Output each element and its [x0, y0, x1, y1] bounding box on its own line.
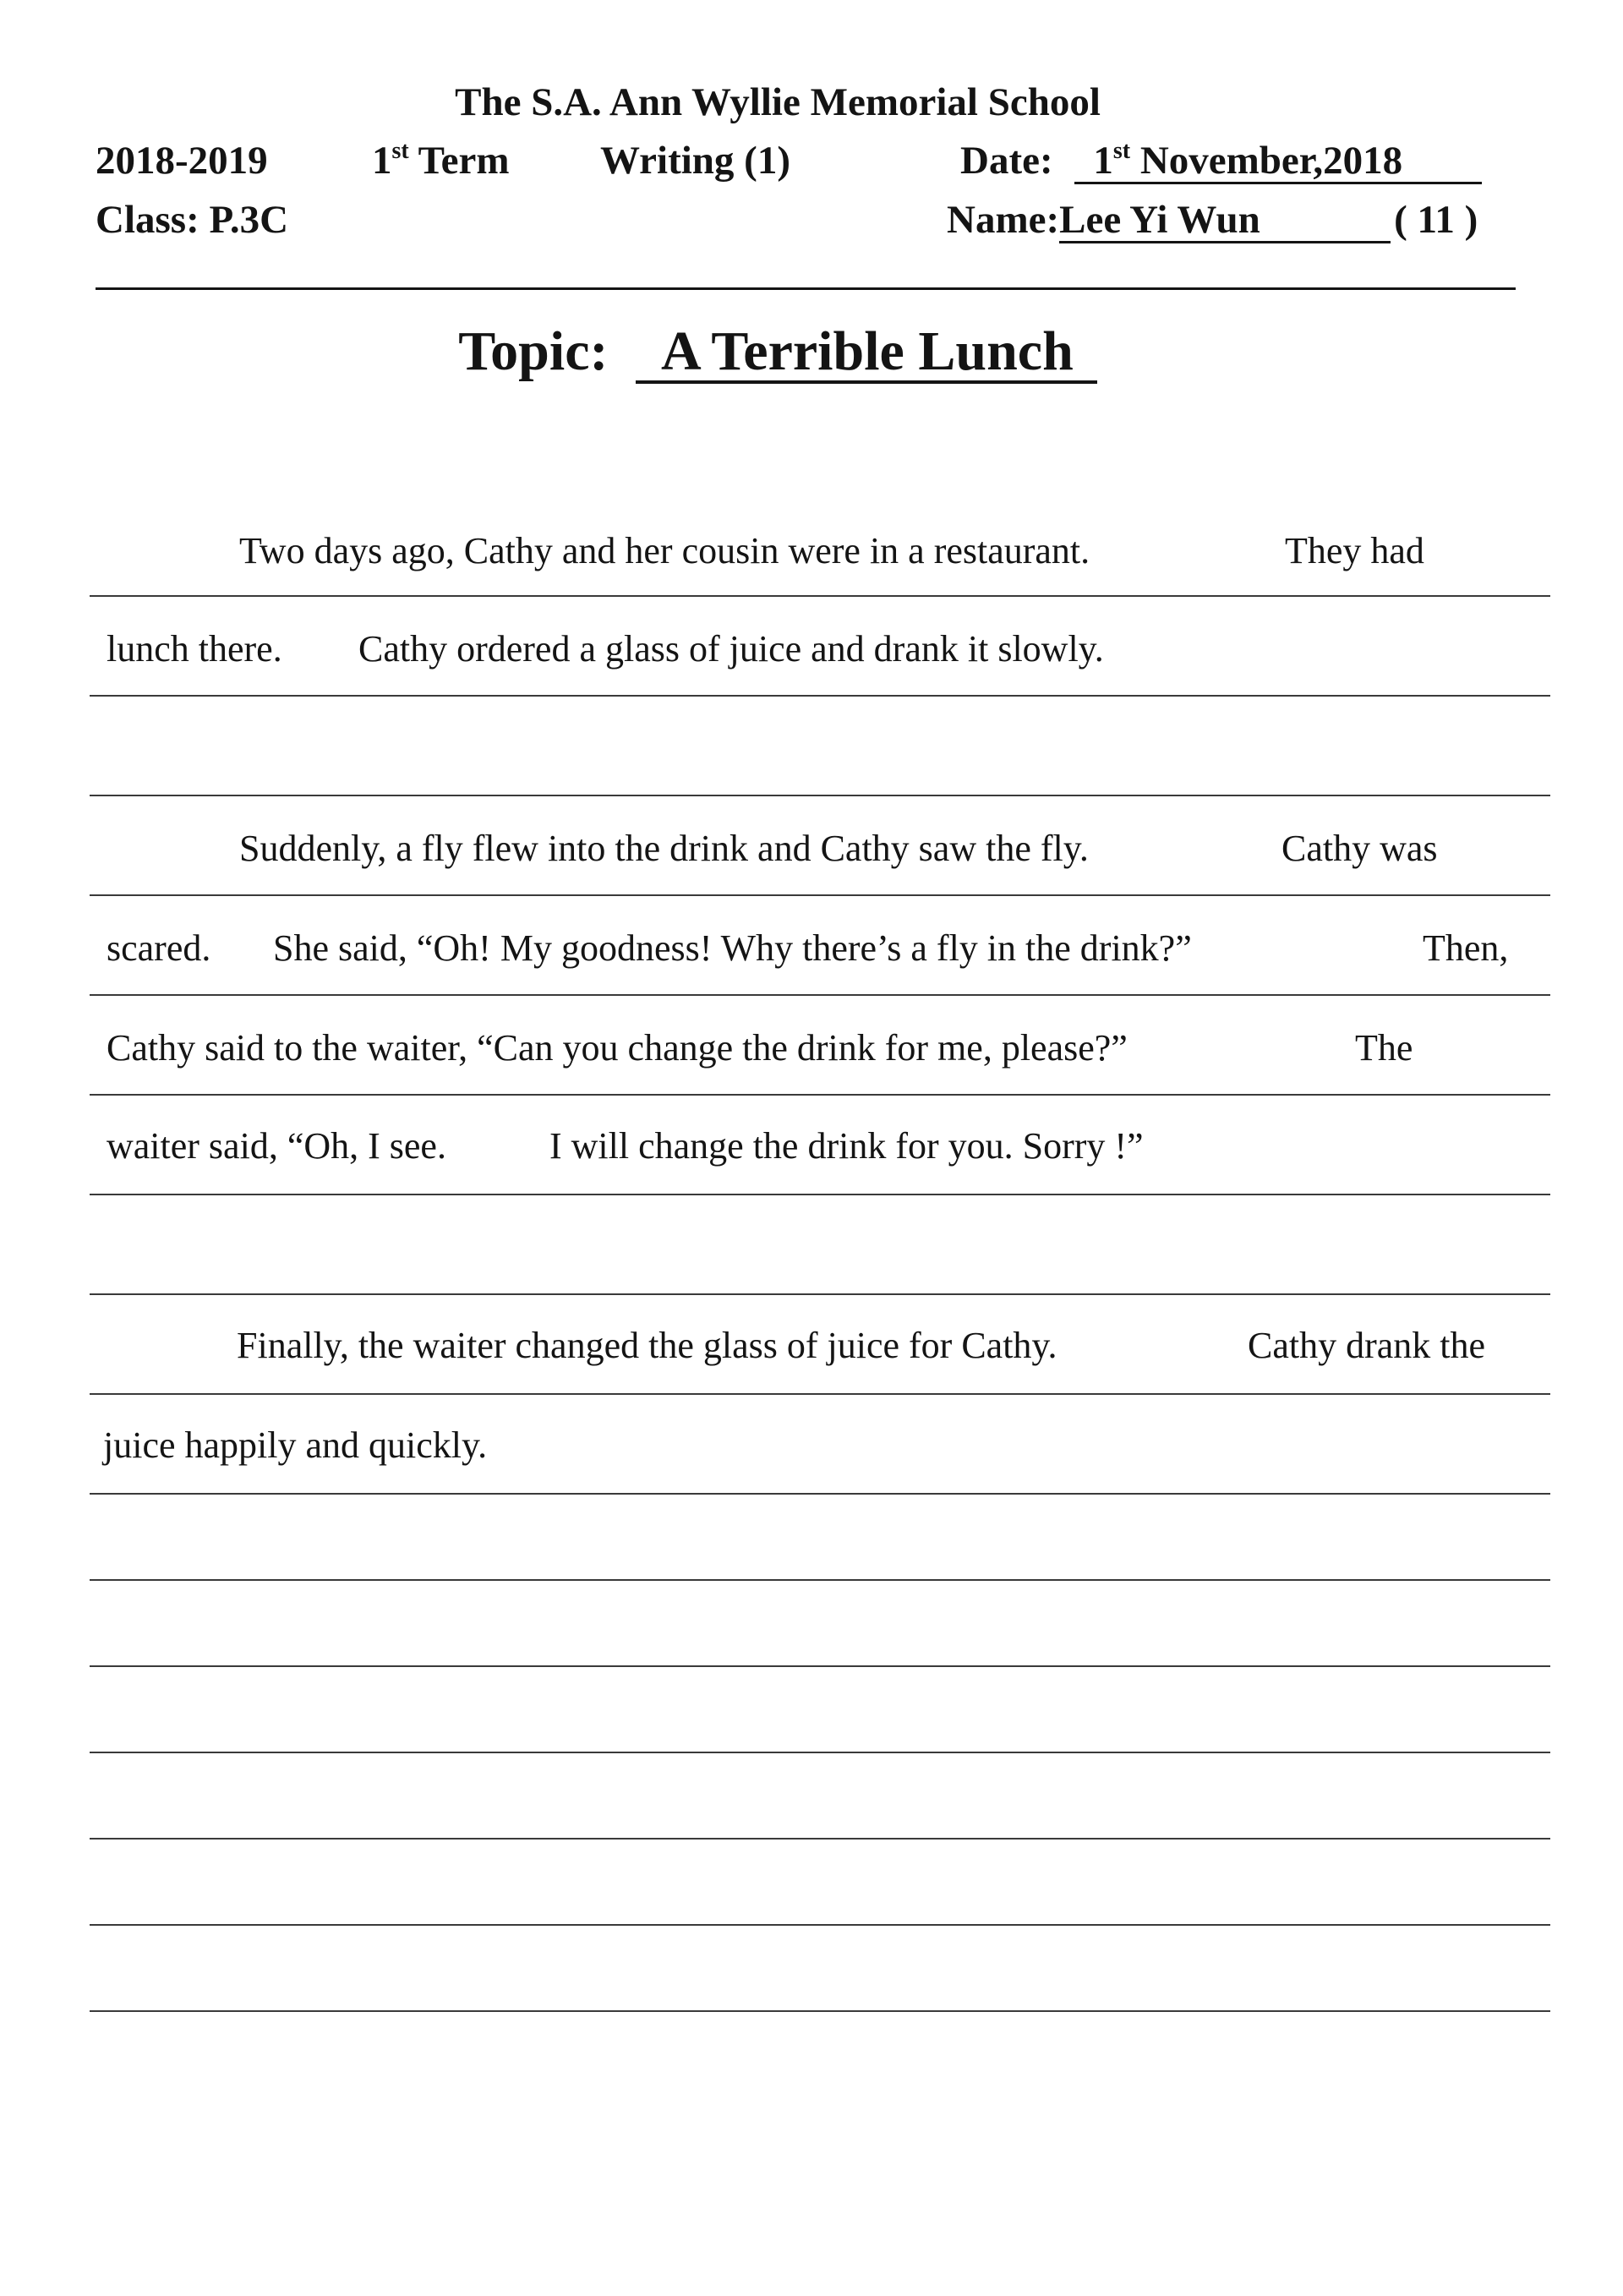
writing-line [90, 1393, 1550, 1395]
writing-line [90, 595, 1550, 597]
topic-label: Topic: [458, 320, 609, 382]
composition-text: Then, [1423, 927, 1509, 969]
school-name: The S.A. Ann Wyllie Memorial School [455, 80, 1101, 124]
date-label: Date: [960, 139, 1053, 183]
student-number: ( 11 ) [1394, 198, 1478, 242]
writing-line [90, 994, 1550, 996]
composition-text: Finally, the waiter changed the glass of juice for Cathy. [237, 1325, 1057, 1366]
composition-text: Cathy ordered a glass of juice and drank it slowly. [358, 628, 1104, 670]
writing-line [90, 695, 1550, 697]
composition-text: Cathy was [1281, 828, 1438, 869]
term-label: Term [418, 139, 510, 183]
composition-text: She said, “Oh! My goodness! Why there’s a fly in the drink?” [273, 927, 1192, 969]
composition-text: They had [1285, 530, 1424, 571]
writing-line [90, 894, 1550, 896]
writing-line [90, 1493, 1550, 1495]
school-year: 2018-2019 [96, 139, 268, 183]
term [372, 138, 510, 183]
topic-title: A Terrible Lunch [636, 322, 1097, 384]
name-value: Lee Yi Wun [1059, 198, 1260, 242]
term-number: 1 [372, 139, 392, 183]
writing-line [90, 2010, 1550, 2012]
composition-text: scared. [107, 927, 211, 969]
subject: Writing (1) [600, 139, 790, 183]
writing-line [90, 1752, 1550, 1753]
name-row [947, 197, 1478, 243]
term-ordinal: st [391, 138, 409, 164]
composition-text: waiter said, “Oh, I see. [107, 1125, 446, 1167]
date-month-year: November,2018 [1139, 139, 1403, 183]
composition-text: I will change the drink for you. Sorry !” [549, 1125, 1144, 1167]
topic-heading [0, 320, 1555, 384]
writing-line [90, 1194, 1550, 1195]
date-day: 1 [1093, 139, 1113, 183]
composition-text: The [1355, 1027, 1413, 1069]
date-row [960, 138, 1482, 184]
writing-line [90, 1579, 1550, 1581]
composition-text: Two days ago, Cathy and her cousin were in a restaurant. [239, 530, 1090, 571]
date-field [1074, 140, 1482, 184]
composition-text: Suddenly, a fly flew into the drink and Cathy saw the fly. [239, 828, 1089, 869]
writing-line [90, 1094, 1550, 1096]
class-label: Class: P.3C [96, 198, 289, 242]
writing-line [90, 1293, 1550, 1295]
writing-line [90, 1838, 1550, 1840]
writing-line [90, 1665, 1550, 1667]
header-divider [96, 287, 1516, 290]
date-ordinal: st [1112, 138, 1131, 164]
name-label: Name: [947, 198, 1060, 242]
composition-text: lunch there. [107, 628, 282, 670]
name-field [1059, 200, 1391, 243]
composition-text: juice happily and quickly. [103, 1424, 488, 1466]
composition-text: Cathy drank the [1248, 1325, 1486, 1366]
composition-text: Cathy said to the waiter, “Can you change the drink for me, please?” [107, 1027, 1128, 1069]
writing-line [90, 795, 1550, 796]
writing-line [90, 1924, 1550, 1926]
